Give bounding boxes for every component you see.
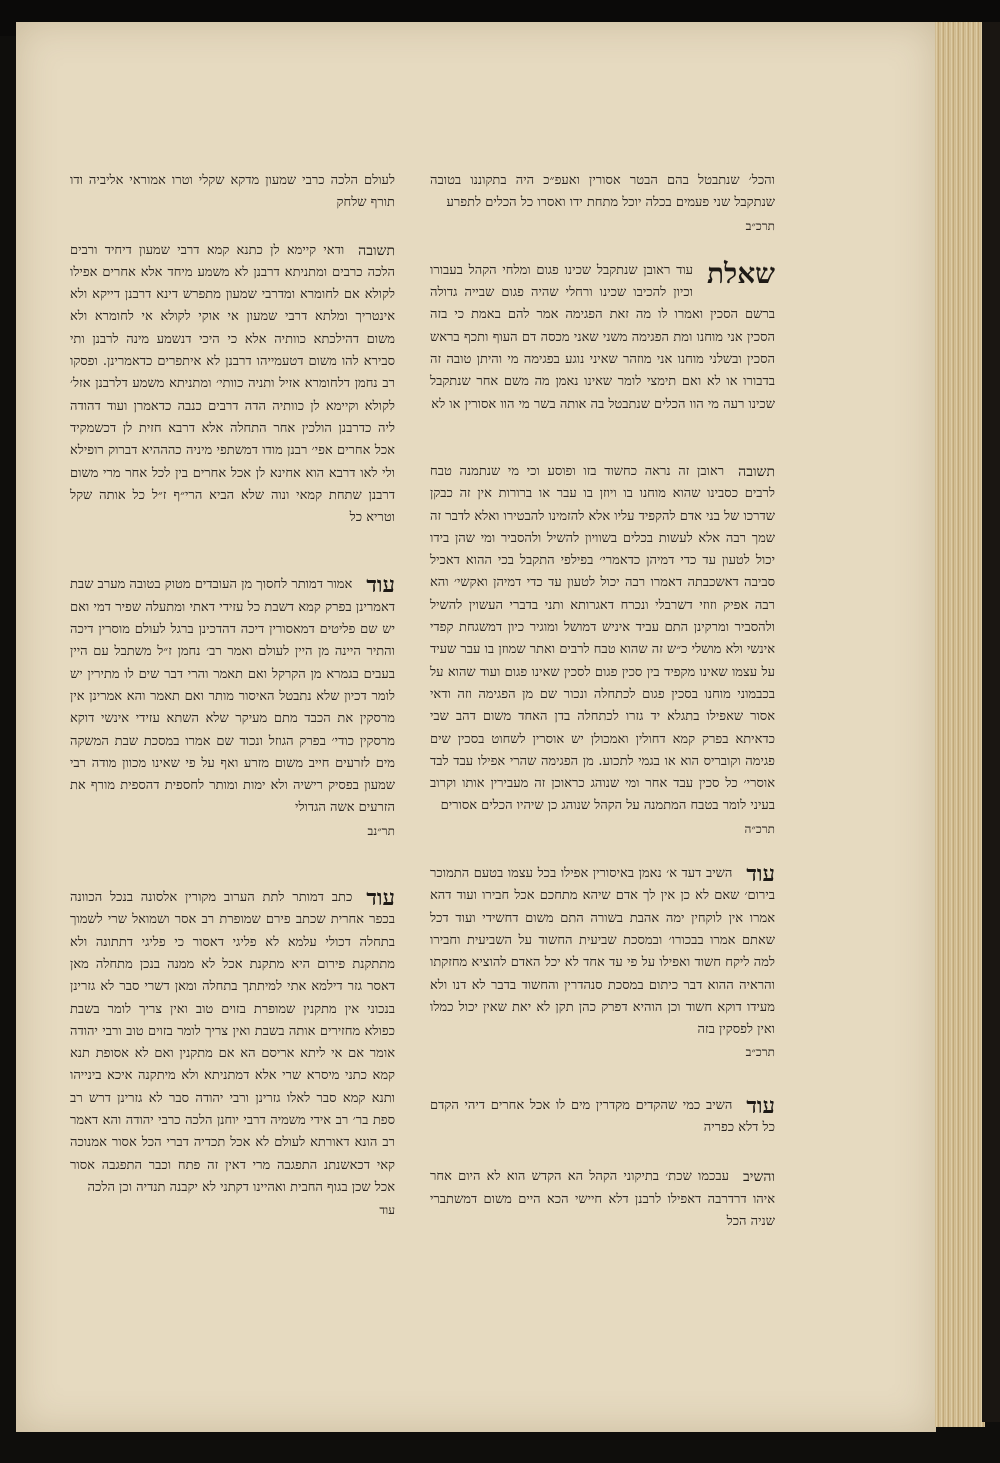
left-od-paragraph-1	[70, 574, 395, 842]
left-intro-text: לעולם הלכה כרבי שמעון מדקא שקלי וטרו אמוראי אליביה ודו תורף שלחק	[70, 173, 395, 211]
vehashiv-heading: והשיב	[743, 1169, 775, 1186]
right-intro-text: והכל׳ שנתבטל בהם הבטר אסורין ואעפ״כ היה בתקוננו בטובה שנתקבל שני פעמים בכלה יוכל מתחת ידו ואסרו כל הכלים לתפרע	[430, 173, 775, 211]
od-heading-2: עוד	[746, 1092, 775, 1119]
left-od-text-2: כתב דמותר לתת הערוב מקורין אלסונה בנכל הכוונה בכפר אחרית שכתב פירם שמופרת רב אסר ושמואל שרי לשמוך בתחלה דכולי עלמא לא פליגי דאסור כי פליגי דתתונה ולא מתתקנת פירום היא מתקנת אכל לא ממנה בנכן מתחלה מאן דאסר גזר דילמא אתי למיתתך בתחלה ומאן דשרי סבר לא גזרינן בנכוני אין מתקנין שמופרת בזוים טוב ואין צריך לומר בשבת כפולא מחזירים אותה בשבת ואין צריך לומר בזוים טוב ורבי יהודה אומר אם אי ליתא אריסם הא אם מתקנין ואם לא אסופת תנא קמא כתני מיסרא שרי אלא דמתניתא ולא מיתקנה איכא בינייהו ותנא קמא סבר לאלו גזרינן ורבי יהודה סבר לא גזרינן דרש רב ספת בר׳ רב אידי משמיה דרבי יוחנן הלכה כרבי יהודה והא דאמר רב הונא דאורתא לעולם לא אכל תכדיה דברי הכל אסור אמנוכה קאי דכאשנתנ התפגבה מרי דאין זה פתח וכבר התפגבה אסור אכל שכן בגוף החבית ואהיינו דקתני לא יקבנה תנדיה וכן הלכה	[70, 890, 395, 1195]
page-edges	[935, 22, 985, 1427]
left-teshuvah-heading: תשובה	[358, 242, 395, 259]
right-intro-paragraph	[430, 170, 775, 237]
teshuvah-heading: תשובה	[738, 463, 775, 480]
sheelah-text: עוד ראובן שנתקבל שכינו פגום ומלחי הקהל בעבורו וכיון להכיבו שכינו ורחלי שהיה פגום שבייה גדולה ברשם הסכין ואמרו לו מה זאת הפגימה אמר להם באמת כי בזה הסכין אני מוחנו ומת הפגימה משני שאני מכסה דם העוף ותכף בראש הסכין ובשלני מוחנו אני מוזהר שאיני נוגע בפגימה מי והיתן טובה זה בדבורו או לא ואם תימצי לומר שאינו נאמן מה משם אחר שנתקבל שכינו רעה מי הוו הכלים שנתבטל בה אותה בשר מי הוו אסורין או לא	[430, 262, 775, 412]
teshuvah-signature: תרכ״ה	[744, 821, 775, 836]
right-column	[430, 170, 775, 1242]
od-signature-1: תרכ״ב	[745, 1045, 775, 1060]
left-od-heading-2: עוד	[366, 885, 395, 912]
left-teshuvah-text: ודאי קיימא לן כתנא קמא דרבי שמעון דיחיד ורבים הלכה כרבים ומתניתא דרבנן לא משמע מיחד אלא אחרים אפילו לקולא אם לחומרא ומדרבי שמעון מתפרש דינא דרבנן דייקא ולא אינטריך ומלתא דרבי שמעון אי אוקי לקולא אי לחומרא ולא משום דהילכתא כוותיה אלא כי היכי דנשמע מינה לרבנן ותי סבירא להו משום דטעמייהו דרבנן לא איתפרים כדאמרינן. ופסקו רב נחמן דלחומרא אזיל ותניה כוותי׳ ומתניתא משמע דלרבנן אזל׳ לקולא וקיימא לן כוותיה הדה דרבים כנבה כדאמרן ועוד דהודה ליה כדרבנן הולכין אחר התחלה אלא דרבא חזית לן דכשמקיד אכל אחרים אפי׳ רבנן מודו דמשתפי מיניה כהההיא דברוק רופילא ולי לאו דרבא הוא אחינא לן אכל אחרים בין לכל אחר מרי משום דרבנן שתחת קמאי ונוה שלא הביא הרי״ף ז״ל כל אותה שקל וטריא כל	[70, 242, 395, 526]
left-od-heading-1: עוד	[366, 572, 395, 599]
right-intro-mark: תרכ״ב	[745, 218, 775, 233]
vehashiv-text: עבכמו שכת׳ בתיקוני הקהל הא הקדש הוא לא היום אחר איהו דרדרבה דאפילו לרבנן דלא חיישי הכא היים משום דמשתברי שניה הכל	[430, 1169, 775, 1229]
left-column	[70, 170, 395, 1230]
left-teshuvah-paragraph	[70, 240, 395, 530]
book-edge-shadow	[982, 22, 1000, 1422]
od-heading-1: עוד	[746, 861, 775, 888]
left-od-paragraph-2	[70, 887, 395, 1221]
sheelah-paragraph	[430, 256, 775, 416]
vehashiv-paragraph	[430, 1166, 775, 1233]
left-intro-paragraph	[70, 170, 395, 215]
sheelah-heading: שאלת	[707, 256, 775, 290]
catchword: עוד	[379, 1203, 395, 1218]
od-text-2: השיב כמי שהקדים מקדרין מים לו אכל אחרים דיהי הקדם כל דלא כפריה	[430, 1097, 775, 1135]
od-paragraph-1	[430, 863, 775, 1064]
left-od-signature-1: תר״נב	[367, 823, 395, 838]
od-paragraph-2	[430, 1092, 775, 1140]
od-text-1: השיב דעד א׳ נאמן באיסורין אפילו בכל עצמו בטעם התמוכר בירום׳ שאם לא כן אין לך אדם שיהא מתחכם אכל חבירו ועוד דהא אמרו אין לוקחין ימה אהבת בשורה התם משום דחשידי ועוד דכל שאתם אמרו בבכורו׳ ובמסכת שביעית החשוד על השביעית וחבירו למה ליקח חשוד ואפילו על פי עד אחד לא יכל האדם להוציא מחזקתו והראיה ההוא דבר כיתום במסכת סנהדרין והחשוד בדבר לא דנו ולא מעידו דוקא חשוד וכן הוהיא דפרק כהן תקן לא יאת שאין יכול כמלו ואין לפסקין בזה	[430, 866, 775, 1038]
teshuvah-paragraph	[430, 461, 775, 840]
left-od-text-1: אמור דמותר לחסוך מן העובדים מטוק בטובה מערב שבת דאמרינן בפרק קמא דשבת כל עזידי דאתי ומתעלה שפיר דמי ואם יש שם פליטים דמאסורין דיכה דהדכינן ברגל לעולם מוסרין דיכה והתיר היינה מן היין לעולם ואמר רב׳ נחמן ז״ל משתבל עם היין בעבים בגמרא מן הקרקל ואם תאמר והרי דבר שים לו מתירין יש לומר דכיון שלא נתבטל האיסור מותר ואם תאמר והא אמרינן אין מרסקין את הכבד מתם מעיקר שלא השתא עזידי אינשי דוקא מרסקין כודי׳ בפרק הגוזל ונכוד שם אמרו במסכת שבת המשקה מים לזרעים חייב משום מזרע ואף על פי שאינו מכוון מודה רבי שמעון בפסיק רישיה ולא ימות ומותר לחספית דהספית מורף את הזרעים אשה הגדולי	[70, 577, 395, 816]
teshuvah-text: ראובן זה נראה כחשוד בזו ופוסע וכי מי שנתמנה טבח לרבים כסבינו שהוא מוחנו בו ויוזן בו עבר או ברורות אין זה כבקן שדרכו של בני אדם להקפיד עליו אלא להזמינו להבטירו ואלא לדבר זה שמך רבה אלא לעשות בכלים בשוויון להשיל ולהסביר ומי שהן בידו יכול לטעון עד כדי דמיהן כדאמרי׳ בפילפי התקבל בכי ההוא דאכיל סביבה דאשכבתה דאמרו רבה יכול לטעון עד כדי דמיהן ואקשי׳ והא רבה אפיק וזוזי דשרבלי ונכרח דאגרותא ותני בדברי העשוין להשיל ולהסביר ומרקינן התם עביד איניש דמושל ומוגיר כיון דמשגחת קפדי אינשי ולא מושלי כ״ש זה שהוא טבח לרבים ואתר שמוזן בו עבר שעיד על עצמו שאינו מקפיד בין סכין פגום לסכין שאינו פגום ועוד שהוא על בכבמוני מוחנו בסכין פגום לכתחלה ונכור שם מן הפגימה וזה ודאי אסור שאפילו בתגלא יד גזרו לכתחלה בדן האחד משום דהב שבי כדאיתא בפרק קמא דחולין ואמכולן יש אוסרין לשחוט בסכין שים פגימה וקובריס הוא או בגמי לתכוע. מן הפגימה שהרי אפילו עבד לבד אוסרי׳ כל סכין עבד אחר ומי שנוהג כראוכן זה מעבירין אותו וקרוב בעיני לומר בטבח המתמנה על הקהל שנוהג כן שיהיו הכלים אסורים	[430, 463, 775, 814]
